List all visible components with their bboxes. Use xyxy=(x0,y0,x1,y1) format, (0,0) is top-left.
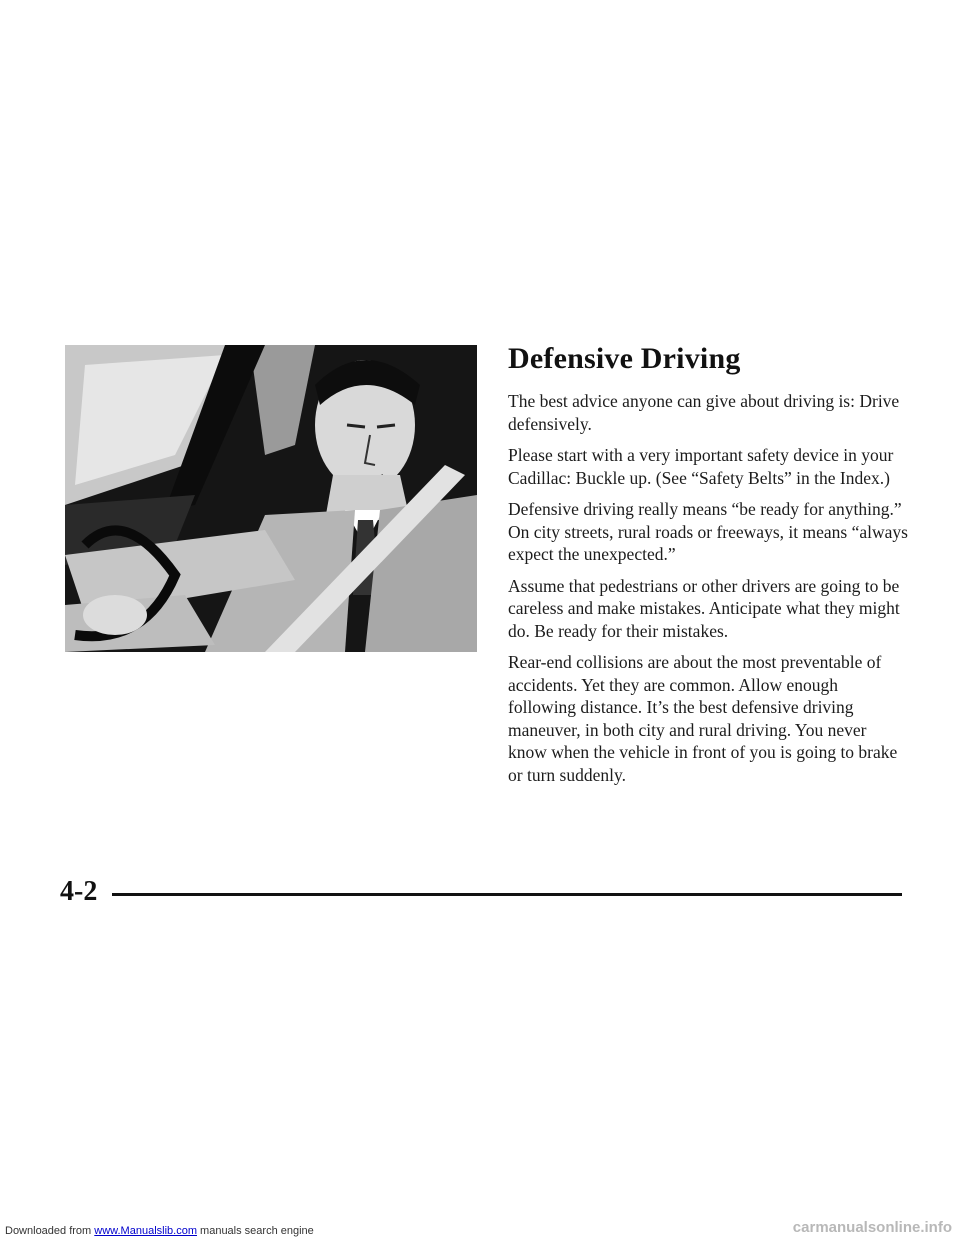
source-suffix: manuals search engine xyxy=(196,1225,314,1237)
page-title: Defensive Driving xyxy=(508,342,741,375)
paragraph: The best advice anyone can give about driving is: Drive defensively. xyxy=(508,391,900,434)
driver-illustration-image xyxy=(65,345,477,652)
article xyxy=(508,342,908,795)
driver-illustration xyxy=(65,345,477,652)
page-number: 4-2 xyxy=(60,876,98,907)
paragraph: Please start with a very important safety device in your Cadillac: Buckle up. (See “Safety Belts” in the Index.) xyxy=(508,445,894,488)
paragraph: Rear-end collisions are about the most preventable of accidents. Yet they are common. Allow enough following distance. It’s the best defensive driving maneuver, in both city and rural driving. You never know when the vehicle in front of you is going to brake or turn suddenly. xyxy=(508,652,898,785)
source-prefix: Downloaded from xyxy=(5,1225,95,1237)
watermark: carmanualsonline.info xyxy=(792,1219,952,1236)
footer-rule xyxy=(112,893,902,896)
source-link[interactable]: www.Manualslib.com xyxy=(94,1225,197,1237)
paragraph: Defensive driving really means “be ready for anything.” On city streets, rural roads or freeways, it means “always expect the unexpected.” xyxy=(508,499,908,564)
source-line xyxy=(5,1225,314,1237)
paragraph: Assume that pedestrians or other drivers are going to be careless and make mistakes. Anticipate what they might do. Be ready for their mistakes. xyxy=(508,575,900,641)
